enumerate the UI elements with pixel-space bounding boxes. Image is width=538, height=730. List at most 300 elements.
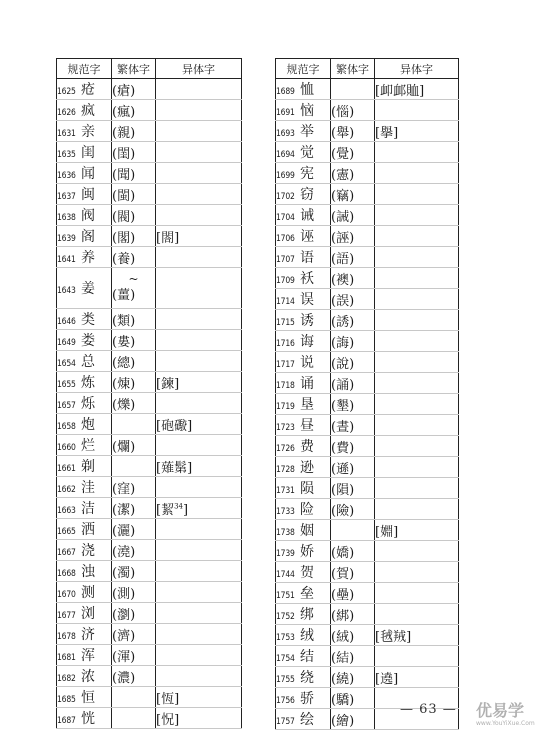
table-row: [57, 645, 242, 666]
variant-char-end: ]: [183, 502, 189, 518]
standard-char-cell: [57, 666, 112, 687]
variant-char: [砲礮]: [156, 418, 193, 434]
entry-number: 1649: [57, 338, 76, 348]
traditional-char: (隕): [331, 482, 355, 498]
standard-char-cell: [57, 163, 112, 184]
watermark-title: 优易学: [476, 701, 525, 720]
variant-char-cell: [375, 520, 459, 541]
table-row: [276, 121, 459, 142]
traditional-char-cell: [331, 415, 375, 436]
table-row: [276, 163, 459, 184]
standard-char-cell: [57, 100, 112, 121]
entry-number: 1752: [276, 612, 295, 622]
standard-char: 绕: [300, 670, 314, 686]
variant-char-cell: [156, 121, 242, 142]
table-row: [276, 646, 459, 667]
variant-char-cell: [375, 499, 459, 520]
traditional-char: (渾): [112, 649, 136, 665]
variant-char-cell: [156, 645, 242, 666]
traditional-char-cell: [112, 582, 156, 603]
table-row: [276, 331, 459, 352]
standard-char-cell: [276, 184, 331, 205]
table-row: [276, 457, 459, 478]
standard-char-cell: [276, 583, 331, 604]
standard-char-cell: [276, 520, 331, 541]
variant-char-cell: [375, 562, 459, 583]
standard-char: 洒: [81, 522, 95, 538]
table-row: [57, 393, 242, 414]
table-row: [276, 499, 459, 520]
standard-char-cell: [57, 456, 112, 477]
traditional-char-cell: [331, 310, 375, 331]
table-row: [57, 100, 242, 121]
variant-char-cell: [375, 205, 459, 226]
standard-char-cell: [276, 625, 331, 646]
variant-char-cell: [375, 667, 459, 688]
entry-number: 1654: [57, 359, 76, 369]
variant-char-cell: [156, 624, 242, 645]
standard-char-cell: [57, 540, 112, 561]
traditional-char: (結): [331, 650, 355, 666]
header-variant: 异体字: [156, 59, 242, 79]
standard-char-cell: [276, 646, 331, 667]
entry-number: 1663: [57, 506, 76, 516]
table-row: [276, 667, 459, 688]
entry-number: 1751: [276, 591, 295, 601]
traditional-char: (費): [331, 440, 355, 456]
traditional-char: (煉): [112, 376, 136, 392]
entry-number: 1756: [276, 696, 295, 706]
variant-char-cell: [156, 603, 242, 624]
table-row: [57, 142, 242, 163]
entry-number: 1643: [57, 286, 76, 296]
entry-number: 1657: [57, 401, 76, 411]
page-number: — 63 —: [400, 702, 457, 717]
variant-char-cell: [375, 625, 459, 646]
traditional-char: (婁): [112, 334, 136, 350]
traditional-char: (閣): [112, 230, 136, 246]
traditional-char-cell: [112, 666, 156, 687]
traditional-char: (聞): [112, 167, 136, 183]
standard-char: 昼: [300, 418, 314, 434]
traditional-char-cell: [331, 436, 375, 457]
traditional-char: (窪): [112, 481, 136, 497]
traditional-char: (閨): [112, 146, 136, 162]
traditional-char: (誡): [331, 209, 355, 225]
variant-char-cell: [375, 121, 459, 142]
entry-number: 1738: [276, 528, 295, 538]
variant-char-cell: [156, 163, 242, 184]
traditional-char: (薑): [112, 288, 136, 303]
traditional-char: (險): [331, 503, 355, 519]
traditional-char-cell: [331, 142, 375, 163]
standard-char: 疯: [81, 103, 95, 119]
table-row: [276, 289, 459, 310]
standard-char-cell: [276, 541, 331, 562]
table-row: [57, 205, 242, 226]
variant-char: [閤]: [156, 230, 180, 246]
variant-char: [恆]: [156, 691, 180, 707]
standard-char: 险: [300, 502, 314, 518]
traditional-char: (總): [112, 355, 136, 371]
traditional-char: (瀏): [112, 607, 136, 623]
standard-char-cell: [276, 604, 331, 625]
traditional-char-cell: [331, 79, 375, 100]
header-traditional: 繁体字: [112, 59, 156, 79]
standard-char: 袄: [300, 271, 314, 287]
table-row: [57, 414, 242, 435]
table-row: [276, 541, 459, 562]
entry-number: 1731: [276, 486, 295, 496]
variant-char-cell: [156, 498, 242, 519]
standard-char: 浑: [81, 648, 95, 664]
table-row: [57, 163, 242, 184]
entry-number: 1638: [57, 213, 76, 223]
table-row: [57, 540, 242, 561]
table-row: [57, 519, 242, 540]
traditional-char: (爛): [112, 439, 136, 455]
traditional-char: (驕): [331, 692, 355, 708]
traditional-char: (潔): [112, 502, 136, 518]
standard-char: 养: [81, 250, 95, 266]
variant-char-cell: [375, 184, 459, 205]
entry-number: 1639: [57, 234, 76, 244]
entry-number: 1693: [276, 129, 295, 139]
standard-char: 浇: [81, 543, 95, 559]
standard-char: 疮: [81, 82, 95, 98]
traditional-char: (閩): [112, 188, 136, 204]
table-row: [57, 708, 242, 729]
variant-char-cell: [375, 310, 459, 331]
standard-char-cell: [57, 268, 112, 309]
standard-char-cell: [57, 645, 112, 666]
standard-char-cell: [276, 667, 331, 688]
table-row: [57, 435, 242, 456]
entry-number: 1717: [276, 360, 295, 370]
table-row: [276, 268, 459, 289]
variant-char: [怳]: [156, 712, 180, 728]
variant-char-cell: [156, 708, 242, 729]
variant-char-cell: [156, 100, 242, 121]
standard-char: 语: [300, 250, 314, 266]
traditional-char-cell: [112, 205, 156, 226]
traditional-char-cell: [112, 456, 156, 477]
standard-char: 诫: [300, 208, 314, 224]
entry-number: 1757: [276, 717, 295, 727]
standard-char: 费: [300, 439, 314, 455]
standard-char: 闺: [81, 145, 95, 161]
traditional-char: (竊): [331, 188, 355, 204]
variant-char: [擧]: [375, 125, 399, 141]
variant-char-cell: [156, 540, 242, 561]
variant-char-cell: [156, 309, 242, 330]
traditional-char: (憲): [331, 167, 355, 183]
traditional-char-cell: [331, 373, 375, 394]
entry-number: 1625: [57, 87, 76, 97]
traditional-char-cell: [331, 121, 375, 142]
traditional-char: (賀): [331, 566, 355, 582]
standard-char-cell: [57, 582, 112, 603]
standard-char: 诲: [300, 334, 314, 350]
traditional-char-cell: [331, 688, 375, 709]
standard-char: 总: [81, 354, 95, 370]
standard-char: 测: [81, 585, 95, 601]
traditional-char: (澆): [112, 544, 136, 560]
table-row: [276, 520, 459, 541]
table-row: [276, 247, 459, 268]
entry-number: 1685: [57, 695, 76, 705]
traditional-char: (遜): [331, 461, 355, 477]
standard-char-cell: [57, 603, 112, 624]
standard-char-cell: [57, 435, 112, 456]
standard-char: 娄: [81, 333, 95, 349]
variant-char-cell: [375, 289, 459, 310]
entry-number: 1665: [57, 527, 76, 537]
variant-char-cell: [156, 79, 242, 100]
traditional-char-cell: [112, 247, 156, 268]
standard-char-cell: [57, 142, 112, 163]
traditional-char-cell: [331, 562, 375, 583]
traditional-char-cell: [112, 561, 156, 582]
standard-char: 济: [81, 627, 95, 643]
traditional-char-cell: [112, 309, 156, 330]
standard-char-cell: [276, 100, 331, 121]
char-table-left: [56, 58, 242, 729]
traditional-char: (壘): [331, 587, 355, 603]
table-row: [57, 184, 242, 205]
standard-char-cell: [57, 205, 112, 226]
traditional-char-cell: [331, 394, 375, 415]
variant-char-cell: [156, 414, 242, 435]
traditional-char-cell: [331, 646, 375, 667]
variant-char: [遶]: [375, 671, 399, 687]
entry-number: 1681: [57, 653, 76, 663]
traditional-char-cell: [331, 583, 375, 604]
header-standard: 规范字: [57, 59, 112, 79]
traditional-char-cell: [112, 100, 156, 121]
variant-char-cell: [156, 372, 242, 393]
traditional-char-cell: [331, 163, 375, 184]
traditional-char-cell: [112, 498, 156, 519]
variant-char-cell: [156, 142, 242, 163]
traditional-char-cell: [331, 709, 375, 730]
variant-char-cell: [375, 226, 459, 247]
variant-char: [薙鬀]: [156, 460, 193, 476]
table-row: [57, 351, 242, 372]
entry-number: 1706: [276, 234, 295, 244]
table-row: [57, 603, 242, 624]
standard-char-cell: [57, 519, 112, 540]
entry-number: 1635: [57, 150, 76, 160]
standard-char-cell: [276, 352, 331, 373]
entry-number: 1754: [276, 654, 295, 664]
entry-number: 1702: [276, 192, 295, 202]
traditional-char-cell: [331, 520, 375, 541]
table-header-row: [276, 59, 459, 79]
standard-char-cell: [57, 351, 112, 372]
traditional-char-cell: [112, 624, 156, 645]
entry-number: 1699: [276, 171, 295, 181]
traditional-char-cell: [331, 478, 375, 499]
standard-char: 姻: [300, 523, 314, 539]
traditional-char-cell: [112, 121, 156, 142]
standard-char-cell: [276, 415, 331, 436]
traditional-char-cell: [112, 142, 156, 163]
table-row: [276, 310, 459, 331]
standard-char: 娇: [300, 544, 314, 560]
variant-char-cell: [375, 100, 459, 121]
traditional-char: (測): [112, 586, 136, 602]
standard-char: 烂: [81, 438, 95, 454]
variant-char-cell: [156, 393, 242, 414]
variant-char-cell: [156, 687, 242, 708]
standard-char: 觉: [300, 145, 314, 161]
traditional-char: (襖): [331, 272, 355, 288]
standard-char: 窃: [300, 187, 314, 203]
standard-char: 姜: [81, 281, 95, 297]
table-row: [57, 330, 242, 351]
traditional-char-cell: [331, 289, 375, 310]
standard-char: 骄: [300, 691, 314, 707]
variant-char-cell: [375, 142, 459, 163]
traditional-char-cell: [331, 541, 375, 562]
variant-char: [卹䘏賉]: [375, 83, 425, 99]
entry-number: 1660: [57, 443, 76, 453]
table-row: [57, 226, 242, 247]
traditional-char-cell: [112, 708, 156, 729]
variant-char-cell: [375, 247, 459, 268]
traditional-char: (誣): [331, 230, 355, 246]
traditional-char: (覺): [331, 146, 355, 162]
standard-char-cell: [276, 373, 331, 394]
entry-number: 1704: [276, 213, 295, 223]
table-row: [276, 478, 459, 499]
standard-char: 剃: [81, 459, 95, 475]
standard-char-cell: [276, 709, 331, 730]
traditional-char: (閥): [112, 209, 136, 225]
entry-number: 1646: [57, 317, 76, 327]
standard-char-cell: [57, 393, 112, 414]
standard-char: 亲: [81, 124, 95, 140]
traditional-char: (養): [112, 251, 136, 267]
traditional-char-cell: [112, 268, 156, 309]
traditional-char: (親): [112, 125, 136, 141]
standard-char-cell: [276, 121, 331, 142]
traditional-char: (誘): [331, 314, 355, 330]
variant-char-cell: [156, 247, 242, 268]
traditional-char-cell: [112, 163, 156, 184]
entry-number: 1667: [57, 548, 76, 558]
traditional-char: (墾): [331, 398, 355, 414]
entry-number: 1636: [57, 171, 76, 181]
entry-number: 1726: [276, 444, 295, 454]
standard-char-cell: [276, 310, 331, 331]
table-row: [57, 79, 242, 100]
table-row: [57, 477, 242, 498]
standard-char-cell: [57, 414, 112, 435]
traditional-char-cell: [331, 100, 375, 121]
standard-char: 恤: [300, 82, 314, 98]
variant-char-cell: [156, 477, 242, 498]
standard-char: 炼: [81, 375, 95, 391]
watermark-logo: [476, 702, 536, 727]
entry-number: 1661: [57, 464, 76, 474]
entry-number: 1723: [276, 423, 295, 433]
standard-char-cell: [276, 79, 331, 100]
table-row: [276, 352, 459, 373]
traditional-char-cell: [331, 331, 375, 352]
standard-char: 举: [300, 124, 314, 140]
entry-number: 1641: [57, 255, 76, 265]
standard-char: 恒: [81, 690, 95, 706]
table-header-row: [57, 59, 242, 79]
standard-char: 类: [81, 312, 95, 328]
traditional-char: (嬌): [331, 545, 355, 561]
standard-char: 烁: [81, 396, 95, 412]
standard-char-cell: [276, 163, 331, 184]
variant-char-cell: [156, 330, 242, 351]
table-row: [57, 121, 242, 142]
standard-char: 阁: [81, 229, 95, 245]
char-table-right: [275, 58, 459, 730]
standard-char-cell: [57, 330, 112, 351]
variant-char-cell: [375, 394, 459, 415]
standard-char: 浏: [81, 606, 95, 622]
standard-char-cell: [57, 247, 112, 268]
entry-number: 1691: [276, 108, 295, 118]
traditional-tilde: ~: [128, 272, 139, 286]
entry-number: 1637: [57, 192, 76, 202]
variant-char-cell: [156, 205, 242, 226]
standard-char: 诱: [300, 313, 314, 329]
table-row: [276, 394, 459, 415]
table-row: [276, 100, 459, 121]
entry-number: 1733: [276, 507, 295, 517]
entry-number: 1718: [276, 381, 295, 391]
traditional-char: (灑): [112, 523, 136, 539]
variant-char-cell: [375, 415, 459, 436]
table-row: [57, 372, 242, 393]
traditional-char-cell: [112, 645, 156, 666]
entry-number: 1694: [276, 150, 295, 160]
entry-number: 1655: [57, 380, 76, 390]
header-standard: 规范字: [276, 59, 331, 79]
traditional-char: (誤): [331, 293, 355, 309]
standard-char: 结: [300, 649, 314, 665]
entry-number: 1631: [57, 129, 76, 139]
traditional-char: (晝): [331, 419, 355, 435]
table-row: [276, 79, 459, 100]
variant-char-cell: [375, 541, 459, 562]
entry-number: 1753: [276, 633, 295, 643]
variant-char-cell: [375, 436, 459, 457]
table-row: [57, 582, 242, 603]
table-row: [57, 456, 242, 477]
standard-char-cell: [57, 708, 112, 729]
standard-char: 阀: [81, 208, 95, 224]
standard-char: 绒: [300, 628, 314, 644]
table-row: [276, 436, 459, 457]
standard-char: 洼: [81, 480, 95, 496]
traditional-char-cell: [112, 519, 156, 540]
entry-number: 1677: [57, 611, 76, 621]
traditional-char-cell: [331, 625, 375, 646]
standard-char: 炮: [81, 417, 95, 433]
traditional-char: (絨): [331, 629, 355, 645]
variant-char-cell: [156, 561, 242, 582]
standard-char-cell: [276, 142, 331, 163]
standard-char: 宪: [300, 166, 314, 182]
